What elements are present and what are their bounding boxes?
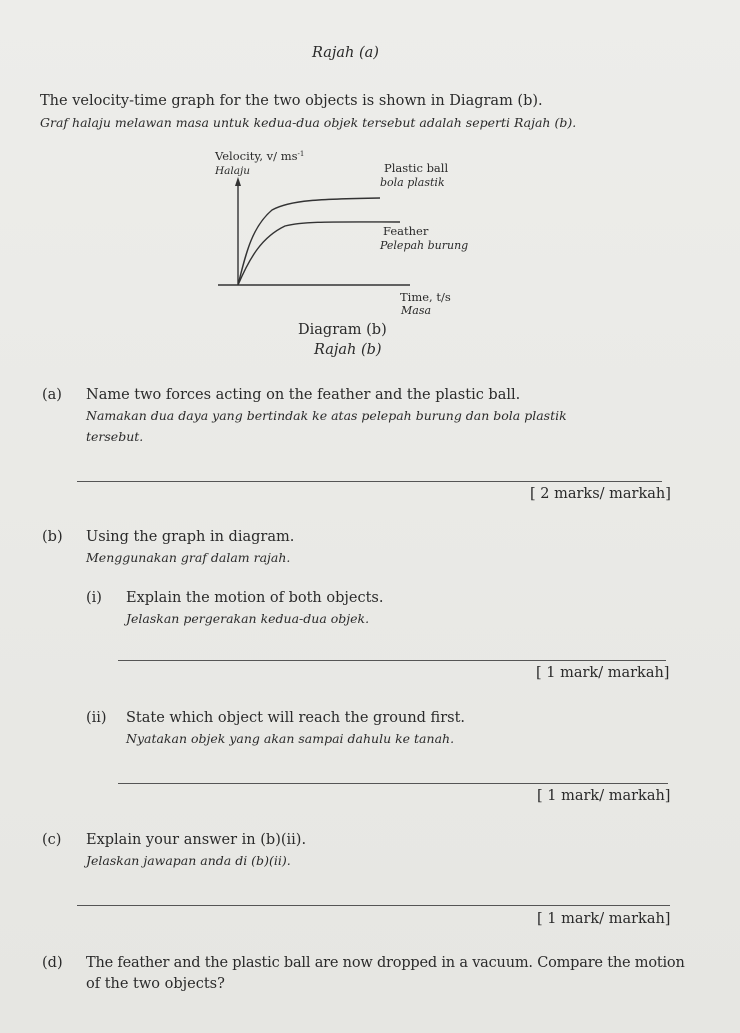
- y-axis-label-malay: Halaju: [215, 165, 251, 177]
- question-c-text-malay: Jelaskan jawapan anda di (b)(ii).: [86, 853, 291, 868]
- question-b-text-malay: Menggunakan graf dalam rajah.: [86, 550, 291, 565]
- plastic-ball-curve: [238, 198, 380, 285]
- question-c-marks: [ 1 mark/ markah]: [537, 911, 671, 927]
- feather-curve: [238, 222, 400, 285]
- question-d-text-english-2: of the two objects?: [86, 976, 225, 992]
- answer-line-b-ii[interactable]: [118, 783, 668, 784]
- question-b-i-marks: [ 1 mark/ markah]: [536, 665, 670, 681]
- intro-malay: Graf halaju melawan masa untuk kedua-dua objek tersebut adalah seperti Rajah (b).: [40, 115, 577, 130]
- intro-english: The velocity-time graph for the two objects is shown in Diagram (b).: [40, 93, 543, 109]
- x-axis-label-english: Time, t/s: [400, 290, 451, 304]
- question-a-text-malay-2: tersebut.: [86, 429, 144, 444]
- rajah-a-caption: Rajah (a): [312, 45, 379, 61]
- question-a-text-english: Name two forces acting on the feather and the plastic ball.: [86, 387, 521, 403]
- question-a-text-malay-1: Namakan dua daya yang bertindak ke atas pelepah burung dan bola plastik: [86, 408, 567, 423]
- question-b-number: (b): [42, 529, 63, 545]
- answer-line-b-i[interactable]: [118, 660, 666, 661]
- question-b-i-text-malay: Jelaskan pergerakan kedua-dua objek.: [126, 611, 370, 626]
- answer-line-c[interactable]: [77, 905, 670, 906]
- question-d-text-english-1: The feather and the plastic ball are now dropped in a vacuum. Compare the motion: [86, 955, 685, 971]
- y-axis-label-english: Velocity, v/ $ms^{-1}$: [215, 149, 305, 163]
- question-a-number: (a): [42, 387, 62, 403]
- question-a-marks: [ 2 marks/ markah]: [530, 486, 671, 502]
- diagram-b-caption-malay: Rajah (b): [314, 342, 382, 358]
- question-c-number: (c): [42, 832, 62, 848]
- x-axis-label-malay: Masa: [401, 304, 432, 317]
- question-b-i-text-english: Explain the motion of both objects.: [126, 590, 384, 606]
- question-b-ii-number: (ii): [86, 710, 107, 726]
- diagram-b-caption-english: Diagram (b): [298, 322, 387, 338]
- question-b-text-english: Using the graph in diagram.: [86, 529, 295, 545]
- plastic-ball-label-malay: bola plastik: [380, 176, 445, 189]
- question-b-i-number: (i): [86, 590, 102, 606]
- question-c-text-english: Explain your answer in (b)(ii).: [86, 832, 307, 848]
- y-axis-arrow: [235, 177, 241, 186]
- velocity-time-graph: [200, 145, 500, 320]
- question-d-number: (d): [42, 955, 63, 971]
- question-b-ii-text-malay: Nyatakan objek yang akan sampai dahulu ke tanah.: [126, 731, 455, 746]
- feather-label-malay: Pelepah burung: [380, 239, 469, 252]
- answer-line-a[interactable]: [77, 481, 662, 482]
- question-b-ii-marks: [ 1 mark/ markah]: [537, 788, 671, 804]
- plastic-ball-label-english: Plastic ball: [384, 161, 449, 175]
- question-b-ii-text-english: State which object will reach the ground first.: [126, 710, 466, 726]
- feather-label-english: Feather: [383, 224, 429, 238]
